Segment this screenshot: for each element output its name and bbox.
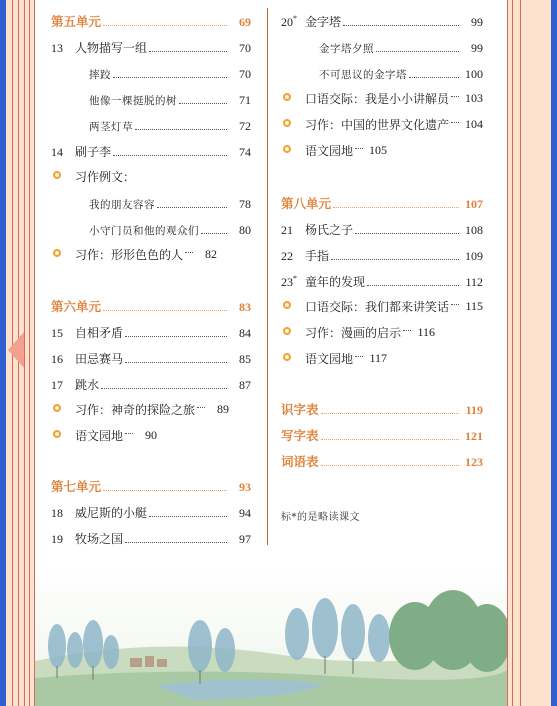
entry-title: 金字塔 <box>305 15 342 29</box>
toc-entry[interactable] <box>51 425 158 445</box>
entry-title: 习作例文： <box>75 169 136 184</box>
page-number: 83 <box>239 300 251 314</box>
leader-dots <box>331 259 459 260</box>
toc-unit-heading[interactable] <box>51 10 251 30</box>
lesson-number-text: 21 <box>281 223 293 237</box>
page-number: 112 <box>465 275 483 289</box>
entry-title: 摔跤 <box>89 69 111 81</box>
page-number: 78 <box>239 197 251 211</box>
toc-entry[interactable] <box>51 373 251 393</box>
toc-entry[interactable] <box>51 166 136 186</box>
page-number: 100 <box>465 67 483 81</box>
entry-title: 语文园地 <box>75 428 124 443</box>
leader-dots <box>451 304 459 305</box>
entry-title: 威尼斯的小艇 <box>75 506 148 520</box>
entry-title: 第八单元 <box>281 196 332 211</box>
page-number: 116 <box>417 324 436 339</box>
circle-bullet-icon <box>281 301 305 311</box>
toc-entry[interactable] <box>51 36 251 56</box>
leader-dots <box>135 129 227 130</box>
toc-entry[interactable] <box>51 140 251 160</box>
toc-entry[interactable] <box>51 218 251 238</box>
lesson-number <box>51 378 75 393</box>
entry-title: 语文园地 <box>305 143 354 158</box>
leader-dots <box>101 388 227 389</box>
page-stack-edge <box>520 0 521 706</box>
lesson-number <box>51 352 75 367</box>
entry-title: 习作：神奇的探险之旅 <box>75 402 196 417</box>
toc-entry[interactable] <box>51 192 251 212</box>
toc-entry[interactable] <box>51 62 251 82</box>
entry-title: 两茎灯草 <box>89 121 133 133</box>
lesson-number <box>281 249 305 264</box>
toc-entry[interactable] <box>51 88 251 108</box>
toc-entry[interactable] <box>281 36 483 56</box>
toc-entry[interactable] <box>51 244 218 264</box>
page-number: 119 <box>465 403 483 417</box>
entry-title: 识字表 <box>281 402 319 417</box>
leader-dots <box>451 96 459 97</box>
toc-entry[interactable] <box>281 218 483 238</box>
page-number: 123 <box>465 455 483 469</box>
leader-dots <box>103 310 227 311</box>
lesson-number <box>281 14 305 30</box>
skim-reading-star: * <box>293 274 297 283</box>
entry-title: 口语交际：我是小小讲解员 <box>305 91 450 106</box>
toc-unit-heading[interactable] <box>281 424 483 444</box>
toc-entry[interactable] <box>51 527 251 547</box>
page-number: 103 <box>465 90 484 105</box>
leader-dots <box>355 148 363 149</box>
page-number: 107 <box>465 197 483 211</box>
leader-dots <box>125 542 227 543</box>
page-number: 72 <box>239 119 251 133</box>
leader-dots <box>321 465 459 466</box>
toc-entry[interactable] <box>281 244 483 264</box>
circle-bullet-icon <box>281 327 305 337</box>
leader-dots <box>185 252 193 253</box>
lesson-number-text: 22 <box>281 249 293 263</box>
toc-entry[interactable] <box>51 501 251 521</box>
page-number: 104 <box>465 116 484 131</box>
leader-dots <box>403 330 411 331</box>
lesson-number <box>51 145 75 160</box>
toc-unit-heading[interactable] <box>281 398 483 418</box>
leader-dots <box>409 77 459 78</box>
page-number: 94 <box>239 506 251 520</box>
leader-dots <box>125 336 227 337</box>
leader-dots <box>321 413 459 414</box>
entry-title: 小守门员和他的观众们 <box>89 225 199 237</box>
circle-bullet-icon <box>51 171 75 181</box>
lesson-number-text: 18 <box>51 506 63 520</box>
toc-entry[interactable] <box>281 348 388 368</box>
lesson-number <box>281 274 305 290</box>
leader-dots <box>103 490 227 491</box>
page-stack-edge <box>24 0 25 706</box>
page-number: 93 <box>239 480 251 494</box>
page-number: 90 <box>145 427 158 442</box>
page-number: 99 <box>471 15 483 29</box>
page-number: 69 <box>239 15 251 29</box>
circle-bullet-icon <box>281 93 305 103</box>
page-number: 117 <box>369 350 388 365</box>
toc-entry[interactable] <box>51 347 251 367</box>
leader-dots <box>149 51 227 52</box>
toc-unit-heading[interactable] <box>51 295 251 315</box>
leader-dots <box>125 362 227 363</box>
toc-unit-heading[interactable] <box>51 475 251 495</box>
lesson-number <box>51 326 75 341</box>
circle-bullet-icon <box>281 145 305 155</box>
footnote: 标*的是略读课文 <box>281 512 360 523</box>
lesson-number <box>51 506 75 521</box>
entry-title: 童年的发现 <box>305 275 366 289</box>
page-number: 115 <box>465 298 484 313</box>
window-frame-left <box>0 0 6 706</box>
skim-reading-star: * <box>293 14 297 23</box>
page-number: 105 <box>369 142 388 157</box>
page-number: 97 <box>239 532 251 546</box>
leader-dots <box>103 25 227 26</box>
leader-dots <box>197 407 205 408</box>
lesson-number-text: 19 <box>51 532 63 546</box>
toc-entry[interactable] <box>281 88 484 108</box>
leader-dots <box>376 51 459 52</box>
lesson-number-text: 15 <box>51 326 63 340</box>
circle-bullet-icon <box>51 249 75 259</box>
entry-title: 杨氏之子 <box>305 223 354 237</box>
circle-bullet-icon <box>281 353 305 363</box>
window-frame-right <box>551 0 557 706</box>
entry-title: 习作：漫画的启示 <box>305 325 402 340</box>
entry-title: 第七单元 <box>51 479 102 494</box>
leader-dots <box>157 207 227 208</box>
toc-entry[interactable] <box>281 270 483 290</box>
page-number: 87 <box>239 378 251 392</box>
lesson-number-text: 20 <box>281 15 293 29</box>
entry-title: 手指 <box>305 249 330 263</box>
lesson-number-text: 17 <box>51 378 63 392</box>
entry-title: 我的朋友容容 <box>89 199 155 211</box>
page-number: 71 <box>239 93 251 107</box>
entry-title: 口语交际：我们都来讲笑话 <box>305 299 450 314</box>
leader-dots <box>201 233 227 234</box>
circle-bullet-icon <box>51 430 75 440</box>
circle-bullet-icon <box>281 119 305 129</box>
leader-dots <box>321 439 459 440</box>
lesson-number <box>51 41 75 56</box>
leader-dots <box>451 122 459 123</box>
leader-dots <box>125 433 133 434</box>
page-number: 109 <box>465 249 483 263</box>
page-number: 108 <box>465 223 483 237</box>
column-divider <box>267 8 268 545</box>
entry-title: 第六单元 <box>51 299 102 314</box>
circle-bullet-icon <box>51 404 75 414</box>
page-number: 74 <box>239 145 251 159</box>
leader-dots <box>367 285 459 286</box>
toc-entry[interactable] <box>51 321 251 341</box>
page-number: 82 <box>205 246 218 261</box>
entry-title: 他像一棵挺脱的树 <box>89 95 177 107</box>
leader-dots <box>333 207 459 208</box>
entry-title: 不可思议的金字塔 <box>319 69 407 81</box>
leader-dots <box>355 233 459 234</box>
entry-title: 习作：中国的世界文化遗产 <box>305 117 450 132</box>
entry-title: 人物描写一组 <box>75 41 148 55</box>
leader-dots <box>343 25 459 26</box>
lesson-number <box>281 223 305 238</box>
leader-dots <box>113 77 227 78</box>
entry-title: 词语表 <box>281 454 319 469</box>
entry-title: 习作：形形色色的人 <box>75 247 184 262</box>
toc-entry[interactable] <box>281 140 388 160</box>
entry-title: 牧场之国 <box>75 532 124 546</box>
page-number: 99 <box>471 41 483 55</box>
leader-dots <box>179 103 227 104</box>
lesson-number-text: 14 <box>51 145 63 159</box>
page-number: 70 <box>239 67 251 81</box>
toc-entry[interactable] <box>281 62 483 82</box>
toc-entry[interactable] <box>281 322 436 342</box>
leader-dots <box>355 356 363 357</box>
landscape-illustration <box>35 566 507 706</box>
toc-page <box>34 0 508 706</box>
lesson-number-text: 23 <box>281 275 293 289</box>
toc-entry[interactable] <box>281 296 484 316</box>
entry-title: 语文园地 <box>305 351 354 366</box>
toc-entry[interactable] <box>51 399 230 419</box>
entry-title: 自相矛盾 <box>75 326 124 340</box>
entry-title: 刷子李 <box>75 145 112 159</box>
toc-entry[interactable] <box>281 114 484 134</box>
page-stack-edge <box>512 0 513 706</box>
leader-dots <box>113 155 227 156</box>
toc-entry[interactable] <box>51 114 251 134</box>
toc-unit-heading[interactable] <box>281 192 483 212</box>
page-number: 121 <box>465 429 483 443</box>
lesson-number <box>51 532 75 547</box>
page-number: 80 <box>239 223 251 237</box>
leader-dots <box>149 516 227 517</box>
page-number: 89 <box>217 401 230 416</box>
entry-title: 田忌赛马 <box>75 352 124 366</box>
toc-entry[interactable] <box>281 10 483 30</box>
page-number: 70 <box>239 41 251 55</box>
page-number: 85 <box>239 352 251 366</box>
page-turn-tab[interactable] <box>8 332 24 368</box>
lesson-number-text: 13 <box>51 41 63 55</box>
entry-title: 写字表 <box>281 428 319 443</box>
page-stack-edge <box>29 0 30 706</box>
toc-unit-heading[interactable] <box>281 450 483 470</box>
entry-title: 第五单元 <box>51 14 102 29</box>
entry-title: 金字塔夕照 <box>319 43 374 55</box>
page-number: 84 <box>239 326 251 340</box>
lesson-number-text: 16 <box>51 352 63 366</box>
entry-title: 跳水 <box>75 378 100 392</box>
